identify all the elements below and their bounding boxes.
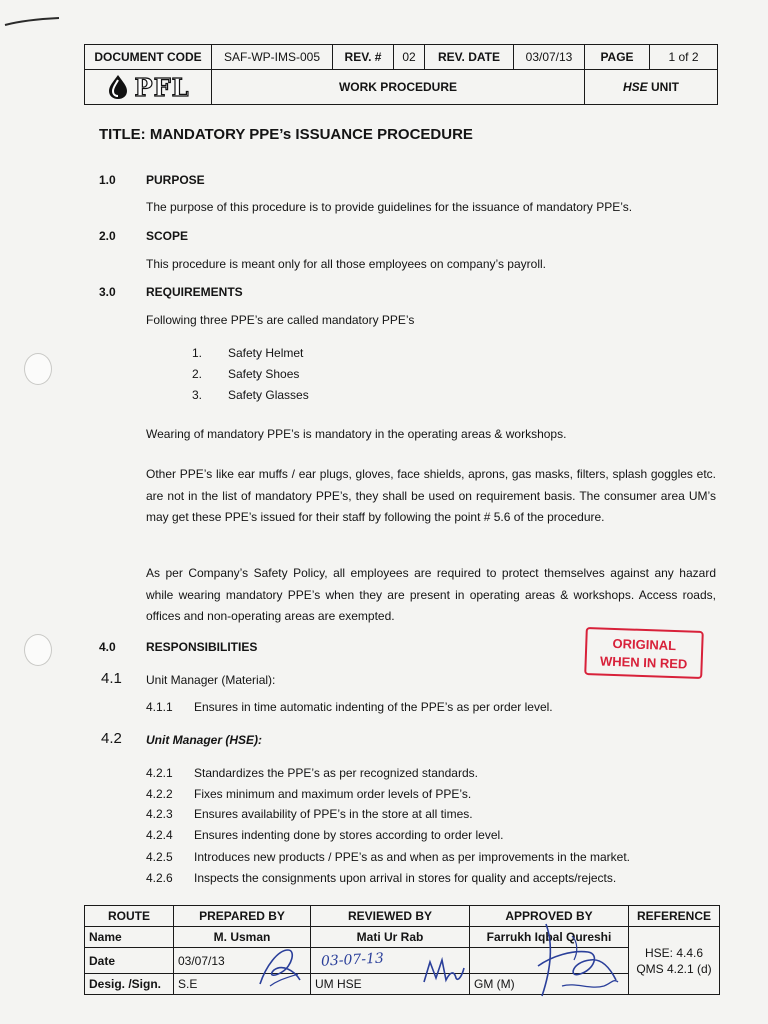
row-label: Date [85, 948, 174, 974]
routing-table [84, 905, 720, 995]
requirements-para-3: As per Company’s Safety Policy, all employees are required to protect themselves against any hazard while wearing mandatory PPE’s when they are present in operating areas & workshops. Access roads, offices and non-operating areas are exempted. [146, 566, 716, 623]
company-logo [89, 73, 207, 102]
row-label: Name [85, 927, 174, 948]
drop-logo-icon [107, 74, 129, 100]
logo-text: PFL [134, 72, 190, 102]
reviewed-date-cell [311, 948, 470, 974]
punch-hole [24, 353, 52, 385]
reviewed-date-handwritten [315, 948, 457, 970]
subsection-head: Unit Manager (Material): [146, 673, 276, 687]
doc-type: WORK PROCEDURE [212, 70, 585, 105]
scan-mark [2, 16, 62, 28]
svg-text:03-07-13: 03-07-13 [320, 950, 385, 970]
list-item: 2. Safety Shoes [192, 367, 300, 381]
page-number: 1 of 2 [650, 45, 718, 70]
list-item: 3. Safety Glasses [192, 388, 309, 402]
rev-date-label: REV. DATE [425, 45, 514, 70]
responsibility-item: 4.1.1 Ensures in time automatic indenting of the PPE’s as per order level. [146, 700, 553, 714]
requirements-para-1: Wearing of mandatory PPE’s is mandatory in the operating areas & workshops. [146, 427, 567, 441]
responsibility-item: 4.2.2 Fixes minimum and maximum order levels of PPE’s. [146, 787, 472, 801]
page-title: TITLE: MANDATORY PPE’s ISSUANCE PROCEDURE [99, 126, 473, 143]
responsibility-item: 4.2.4 Ensures indenting done by stores according to order level. [146, 828, 504, 842]
approved-name: Farrukh Iqbal Qureshi [470, 927, 629, 948]
requirements-para-2: Other PPE’s like ear muffs / ear plugs, gloves, face shields, aprons, gas masks, filters, splash goggles etc. are not in the list of mandatory PPE’s, they shall be used on requirement basis. The consumer area UM’s may get these PPE’s issued for their staff by following the point # 5.6 of the procedure. [146, 467, 716, 524]
page-label: PAGE [585, 45, 650, 70]
responsibility-item: 4.2.5 Introduces new products / PPE’s as and when as per improvements in the market. [146, 850, 630, 864]
unit-name: HSE UNIT [585, 70, 718, 105]
responsibility-item: 4.2.6 Inspects the consignments upon arrival in stores for quality and accepts/rejects. [146, 871, 617, 885]
doc-code: SAF-WP-IMS-005 [212, 45, 333, 70]
logo-cell [85, 70, 212, 105]
approved-designation: GM (M) [470, 974, 629, 995]
subsection-number: 4.2 [101, 730, 122, 747]
row-label: Desig. /Sign. [85, 974, 174, 995]
route-header: ROUTE [85, 906, 174, 927]
scope-text: This procedure is meant only for all those employees on company’s payroll. [146, 257, 546, 271]
reference-header: REFERENCE [629, 906, 720, 927]
purpose-text: The purpose of this procedure is to provide guidelines for the issuance of mandatory PPE’s. [146, 200, 633, 214]
prepared-header: PREPARED BY [174, 906, 311, 927]
reference-line: QMS 4.2.1 (d) [636, 961, 712, 976]
document-page: DOCUMENT CODE SAF-WP-IMS-005 REV. # 02 REV. DATE 03/07/13 PAGE 1 of 2 PFL WORK PROCEDURE HSE UNIT TITLE: MANDATORY PPE’s ISSUANCE PROCEDURE 1.0 PURPOSE The purpose of this procedure is to provide guidelines for the issuance of mandatory PPE’s. 2.0 SCOPE This procedure is meant only for all those employees on company’s payroll. 3.0 REQUIREMENTS Following three PPE’s are called mandatory PPE’s 1. Safety Helmet 2. Safety Shoes 3. Safety Glasses Wearing of mandatory PPE’s is mandatory in the operating areas & workshops. Other PPE’s like ear muffs / ear plugs, gloves, face shields, aprons, gas masks, filters, splash goggles etc. are not in the list of mandatory PPE’s, they shall be used on requirement basis. The consumer area UM’s may get these PPE’s issued for their staff by following the point # 5.6 of the procedure. As per Company’s Safety Policy, all employees are required to protect themselves against any hazard while wearing mandatory PPE’s when they are present in operating areas & workshops. Access roads, offices and non-operating areas are exempted. 4.0 RESPONSIBILITIES 4.1 Unit Manager (Material): 4.1.1 Ensures in time automatic indenting of the PPE’s as per order level. 4.2 Unit Manager (HSE): 4.2.1 Standardizes the PPE’s as per recognized standards. 4.2.2 Fixes minimum and maximum order levels of PPE’s. 4.2.3 Ensures availability of PPE’s in the store at all times. 4.2.4 Ensures indenting done by stores according to order level. 4.2.5 Introduces new products / PPE’s as and when as per improvements in the market. 4.2.6 Inspects the consignments upon arrival in stores for quality and accepts/rejects. ORIGINAL WHEN IN RED ROUTE PREPARED BY REVIEWED BY APPROVED BY REFERENCE Name M. Usman Mati Ur Rab Farrukh Iqbal Qureshi HSE: 4.4.6 QMS 4.2.1 (d) Date 03/07/13 03-07-13 Desig. /Sign. S.E UM HSE GM (M) [0, 0, 768, 1024]
stamp-line-2: WHEN IN RED [599, 653, 688, 672]
rev-number: 02 [394, 45, 425, 70]
responsibility-item: 4.2.3 Ensures availability of PPE’s in the store at all times. [146, 807, 473, 821]
reference-cell [629, 927, 720, 995]
original-stamp [583, 627, 705, 679]
reviewed-name: Mati Ur Rab [311, 927, 470, 948]
responsibility-item: 4.2.1 Standardizes the PPE’s as per recognized standards. [146, 766, 478, 780]
reviewed-header: REVIEWED BY [311, 906, 470, 927]
rev-date: 03/07/13 [514, 45, 585, 70]
reference-line: HSE: 4.4.6 [644, 945, 704, 960]
doc-code-label: DOCUMENT CODE [85, 45, 212, 70]
subsection-head: Unit Manager (HSE): [146, 733, 263, 747]
approved-date [470, 948, 629, 974]
subsection-number: 4.1 [101, 670, 122, 687]
requirements-intro: Following three PPE’s are called mandatory PPE’s [146, 313, 415, 327]
document-header [84, 44, 718, 105]
list-item: 1. Safety Helmet [192, 346, 304, 360]
approved-header: APPROVED BY [470, 906, 629, 927]
prepared-designation: S.E [174, 974, 311, 995]
rev-label: REV. # [333, 45, 394, 70]
prepared-name: M. Usman [174, 927, 311, 948]
punch-hole [24, 634, 52, 666]
stamp-line-1: ORIGINAL [612, 635, 677, 654]
prepared-date: 03/07/13 [174, 948, 311, 974]
reviewed-designation: UM HSE [311, 974, 470, 995]
